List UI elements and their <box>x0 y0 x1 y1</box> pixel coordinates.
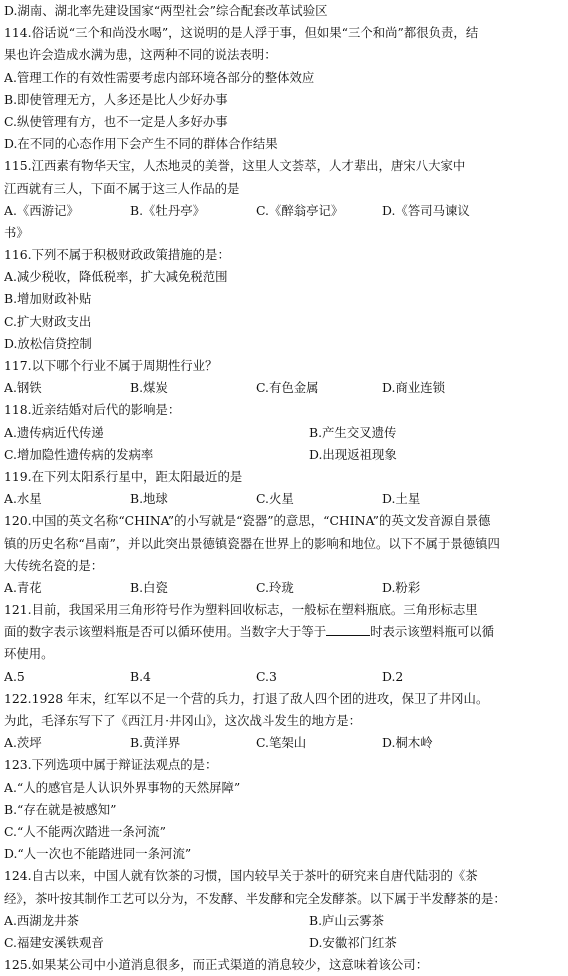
question-115-text: 115.江西素有物华天宝，人杰地灵的美誉，这里人文荟萃，人才辈出，唐宋八大家中 <box>4 158 466 174</box>
question-123-option-d: D.“人一次也不能踏进同一条河流” <box>4 846 192 862</box>
question-122-option-c: C.笔架山 <box>256 735 307 751</box>
question-115-text-cont: 江西就有三人，下面不属于这三人作品的是 <box>4 180 240 196</box>
question-124-options-cd <box>4 932 568 954</box>
question-120-options <box>4 577 568 599</box>
question-124-text-cont: 经》，茶叶按其制作工艺可以分为，不发酵、半发酵和完全发酵茶。以下属于半发酵茶的是： <box>4 890 506 906</box>
question-120-option-a: A.青花 <box>4 579 42 595</box>
question-118-text: 118.近亲结婚对后代的影响是： <box>4 402 181 418</box>
question-118-option-c: C.增加隐性遗传病的发病率 <box>4 446 154 462</box>
question-115-option-a: A.《西游记》 <box>4 202 79 218</box>
question-114-option-c: C.纵使管理有方，也不一定是人多好办事 <box>4 113 228 129</box>
question-117-option-b: B.煤炭 <box>130 380 168 396</box>
question-124-option-a: A.西湖龙井茶 <box>4 912 79 928</box>
question-116-option-b: B.增加财政补贴 <box>4 291 92 307</box>
question-121-text-part2: 时表示该塑料瓶可以循 <box>370 624 495 640</box>
question-114-option-d: D.在不同的心态作用下会产生不同的群体合作结果 <box>4 136 278 152</box>
question-124-option-d: D.安徽祁门红茶 <box>309 934 397 950</box>
question-116-option-c: C.扩大财政支出 <box>4 313 92 329</box>
question-115-option-c: C.《醉翁亭记》 <box>256 202 344 218</box>
question-122-option-d: D.桐木岭 <box>382 735 433 751</box>
question-121-text-cont <box>4 621 568 643</box>
option-text: D.湖南、湖北率先建设国家“两型社会”综合配套改革试验区 <box>4 3 328 18</box>
question-123-option-c: C.“人不能两次踏进一条河流” <box>4 823 166 839</box>
question-119-option-d: D.土星 <box>382 491 421 507</box>
question-120-text: 120.中国的英文名称“CHINA”的小写就是“瓷器”的意思，“CHINA”的英文发音源自景德 <box>4 513 491 529</box>
question-119-options <box>4 488 568 510</box>
question-114-option-b: B.即使管理无方，人多还是比人少好办事 <box>4 91 228 107</box>
question-121-text-part1: 面的数字表示该塑料瓶是否可以循环使用。当数字大于等于 <box>4 624 327 640</box>
question-118-options-ab <box>4 422 568 444</box>
question-120-text-cont: 镇的历史名称“昌南”，并以此突出景德镇瓷器在世界上的影响和地位。以下不属于景德镇四 <box>4 535 500 551</box>
question-115-option-b: B.《牡丹亭》 <box>130 202 205 218</box>
question-122-text: 122.1928 年末，红军以不足一个营的兵力，打退了敌人四个团的进攻，保卫了井冈山。 <box>4 690 489 706</box>
question-121-option-d: D.2 <box>382 668 404 684</box>
question-114-text: 114.俗话说“三个和尚没水喝”，这说明的是人浮于事，但如果“三个和尚”都很负责，结 <box>4 25 479 41</box>
question-120-text-end: 大传统名瓷的是： <box>4 557 104 573</box>
question-120-option-c: C.玲珑 <box>256 579 294 595</box>
question-121-option-b: B.4 <box>130 668 151 684</box>
question-114-text-cont: 果也许会造成水满为患，这两种不同的说法表明： <box>4 47 277 63</box>
question-119-option-b: B.地球 <box>130 491 168 507</box>
question-123-option-b: B.“存在就是被感知” <box>4 801 117 817</box>
question-116-option-a: A.减少税收，降低税率，扩大减免税范围 <box>4 269 228 285</box>
question-114-option-a: A.管理工作的有效性需要考虑内部环境各部分的整体效应 <box>4 69 315 85</box>
question-122-options <box>4 732 568 754</box>
question-120-option-b: B.白瓷 <box>130 579 168 595</box>
question-124-text: 124.自古以来，中国人就有饮茶的习惯，国内较早关于茶叶的研究来自唐代陆羽的《茶 <box>4 868 478 884</box>
question-121-text: 121.目前，我国采用三角形符号作为塑料回收标志，一般标在塑料瓶底。三角形标志里 <box>4 602 478 618</box>
question-124-option-b: B.庐山云雾茶 <box>309 912 384 928</box>
question-117-option-a: A.钢铁 <box>4 380 42 396</box>
question-122-option-a: A.茨坪 <box>4 735 42 751</box>
question-117-text: 117.以下哪个行业不属于周期性行业？ <box>4 358 218 373</box>
question-119-option-a: A.水星 <box>4 491 42 507</box>
question-120-option-d: D.粉彩 <box>382 579 421 595</box>
question-117-options <box>4 377 568 399</box>
question-116-text: 116.下列不属于积极财政政策措施的是： <box>4 247 230 263</box>
question-115-options <box>4 200 568 222</box>
question-123-option-a: A.“人的感官是人认识外界事物的天然屏障” <box>4 779 241 795</box>
question-118-option-a: A.遗传病近代传递 <box>4 424 104 440</box>
question-115-option-d: D.《答司马谏议 <box>382 202 470 218</box>
question-124-option-c: C.福建安溪铁观音 <box>4 934 104 950</box>
question-124-options-ab <box>4 910 568 932</box>
question-117-option-d: D.商业连锁 <box>382 380 445 396</box>
question-123-text: 123.下列选项中属于辩证法观点的是： <box>4 757 218 773</box>
answer-blank[interactable] <box>326 623 370 636</box>
question-118-option-d: D.出现返祖现象 <box>309 446 397 462</box>
question-119-option-c: C.火星 <box>256 491 294 507</box>
question-115-option-d-cont: 书》 <box>4 224 29 240</box>
question-121-options <box>4 666 568 688</box>
question-121-option-c: C.3 <box>256 668 277 684</box>
question-122-option-b: B.黄洋界 <box>130 735 181 751</box>
question-121-option-a: A.5 <box>4 668 25 684</box>
question-118-option-b: B.产生交叉遗传 <box>309 424 397 440</box>
question-117-option-c: C.有色金属 <box>256 380 319 396</box>
question-122-text-cont: 为此，毛泽东写下了《西江月·井冈山》，这次战斗发生的地方是： <box>4 713 362 728</box>
question-121-text-end: 环使用。 <box>4 646 54 662</box>
question-118-options-cd <box>4 444 568 466</box>
question-116-option-d: D.放松信贷控制 <box>4 335 92 351</box>
question-119-text: 119.在下列太阳系行星中，距太阳最近的是 <box>4 468 243 484</box>
question-125-text: 125.如果某公司中小道消息很多，而正式渠道的消息较少，这意味着该公司： <box>4 957 429 973</box>
